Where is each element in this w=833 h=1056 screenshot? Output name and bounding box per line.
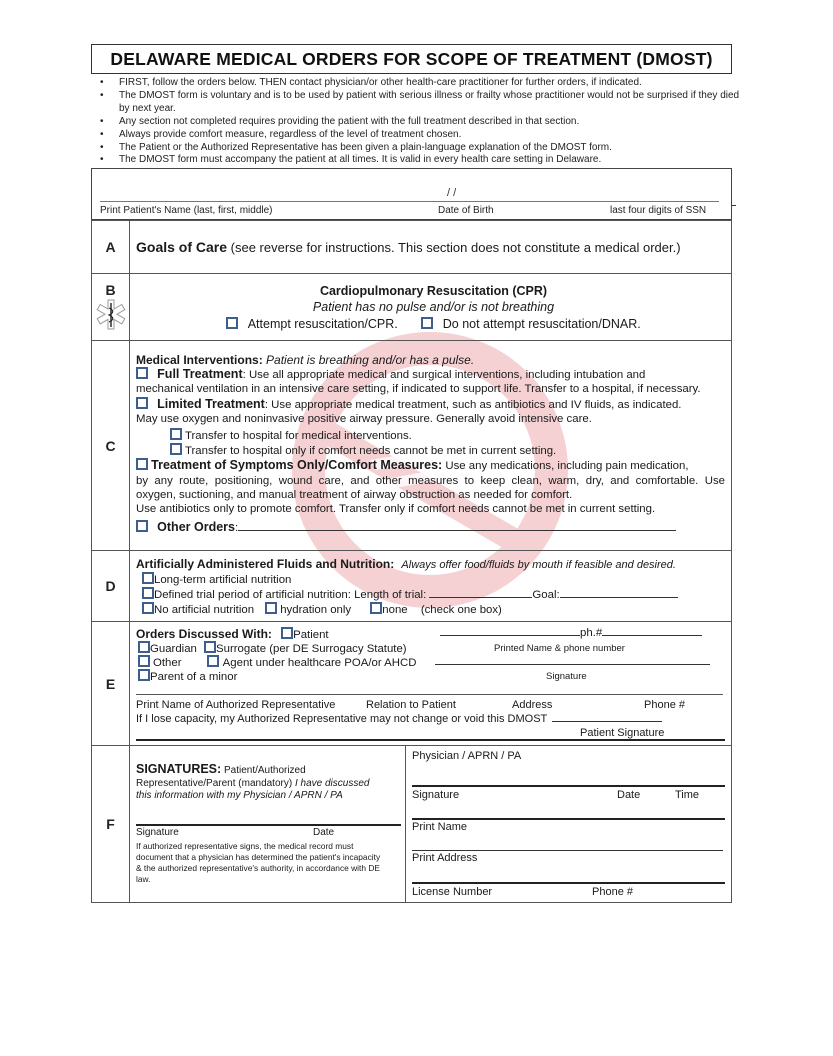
rep-name-label: Print Name of Authorized Representative [136, 699, 336, 711]
medical-interventions-subheading: Patient is breathing and/or has a pulse. [266, 353, 475, 367]
form-title: DELAWARE MEDICAL ORDERS FOR SCOPE OF TREATMENT (DMOST) [110, 48, 713, 69]
surrogate-label: Surrogate (per DE Surrogacy Statute) [216, 643, 407, 655]
hydration-only-label: hydration only [280, 604, 352, 616]
other-orders-label: Other Orders [157, 520, 235, 535]
dnar-checkbox[interactable] [421, 317, 433, 329]
check-one-note: (check one box) [420, 604, 502, 616]
cpr-subheading: Patient has no pulse and/or is not breathing [312, 300, 555, 314]
authorized-rep-note: If authorized representative signs, the medical record must document that a physician has determined the patient's incapacity & the authorized representative's authority, in accordance with DE law. [136, 841, 381, 884]
none-label: none [382, 604, 408, 616]
dob-label: Date of Birth [438, 205, 494, 216]
comfort-measures-text: Use any medications, including pain medication, [442, 460, 689, 473]
limited-treatment-label: Limited Treatment [157, 396, 265, 411]
trial-nutrition-checkbox[interactable] [142, 587, 154, 599]
medical-interventions-heading: Medical Interventions: [136, 353, 263, 367]
patient-signature-label: Patient Signature [580, 727, 665, 739]
section-letter-e: E [92, 622, 130, 745]
instruction-item: • The DMOST form must accompany the patient at all times. It is valid in every health care setting in Delaware. [100, 154, 740, 167]
limited-treatment-checkbox[interactable] [136, 397, 148, 409]
physician-label: Physician / APRN / PA [412, 750, 522, 762]
patient-info-box [91, 168, 732, 220]
print-name-line[interactable] [412, 818, 725, 820]
ssn-label: last four digits of SSN [610, 205, 707, 216]
signatures-text-3: this information with my Physician / APRN / PA [136, 790, 343, 801]
transfer-medical-checkbox[interactable] [170, 428, 182, 440]
goals-of-care-heading: Goals of Care [136, 239, 228, 255]
full-treatment-checkbox[interactable] [136, 367, 148, 379]
transfer-comfort-checkbox[interactable] [170, 443, 182, 455]
agent-checkbox[interactable] [207, 655, 219, 667]
rep-signature-label: Signature [546, 671, 587, 682]
comfort-measures-text-3: oxygen, suctioning, and manual treatment of airway obstruction as needed for comfort. [136, 488, 573, 501]
comfort-measures-text-2: by any route, positioning, wound care, and other measures to keep clean, warm, dry, and comfortable. Use [136, 474, 725, 487]
patient-sig-line[interactable] [136, 824, 401, 826]
patient-signature-field[interactable] [552, 712, 662, 722]
other-orders-colon: : [234, 522, 239, 535]
limited-treatment-text: : Use appropriate medical treatment, such as antibiotics and IV fluids, as indicated. [264, 398, 682, 411]
nutrition-subheading: Always offer food/fluids by mouth if feasible and desired. [401, 559, 676, 571]
printed-name-label: Printed Name & phone number [494, 643, 625, 654]
goal-label: Goal: [532, 589, 560, 601]
surrogate-checkbox[interactable] [204, 641, 216, 653]
section-letter-f: F [92, 746, 130, 902]
signatures-text-2-italic: I have discussed [294, 777, 370, 789]
section-letter-b: B [105, 282, 116, 298]
signatures-heading-text: Patient/Authorized [221, 765, 306, 776]
other-checkbox[interactable] [138, 655, 150, 667]
section-letter-a: A [92, 221, 130, 273]
license-label: License Number [412, 886, 493, 898]
section-b [91, 274, 732, 341]
patient-info-line[interactable] [100, 201, 719, 202]
dnar-label: Do not attempt resuscitation/DNAR. [442, 317, 641, 331]
full-treatment-label: Full Treatment [157, 367, 243, 382]
comfort-measures-checkbox[interactable] [136, 458, 148, 470]
nutrition-heading: Artificially Administered Fluids and Nutrition: [136, 557, 395, 571]
section-letter-d: D [92, 551, 130, 621]
parent-label: Parent of a minor [150, 671, 238, 683]
physician-sig-line[interactable] [412, 785, 725, 787]
parent-checkbox[interactable] [138, 669, 150, 681]
goals-of-care-note: (see reverse for instructions. This section does not constitute a medical order.) [227, 240, 681, 255]
guardian-label: Guardian [150, 643, 197, 655]
agent-label: Agent under healthcare POA/or AHCD [222, 657, 417, 669]
section-a [91, 220, 732, 274]
patient-date-label: Date [313, 827, 335, 838]
none-checkbox[interactable] [370, 602, 382, 614]
no-nutrition-label: No artificial nutrition [154, 604, 255, 616]
star-of-life-icon [94, 298, 128, 332]
instruction-item: • The DMOST form is voluntary and is to be used by patient with serious illness or frailty whose practitioner would not be surprised if they died by next year. [100, 90, 740, 116]
phone-hash-label: Phone # [644, 699, 685, 711]
edge-tick [732, 205, 736, 206]
full-treatment-text: : Use all appropriate medical and surgical interventions, including intubation and [242, 369, 646, 382]
print-name-label: Print Name [412, 821, 468, 833]
patient-name-label: Print Patient's Name (last, first, middle) [100, 205, 273, 216]
instruction-item: • FIRST, follow the orders below. THEN contact physician/or other health-care practitioner for further orders, if indicated. [100, 77, 740, 90]
long-term-nutrition-label: Long-term artificial nutrition [154, 574, 292, 586]
transfer-medical-label: Transfer to hospital for medical interventions. [184, 430, 412, 443]
section-c [91, 341, 732, 551]
section-f [91, 746, 732, 903]
long-term-nutrition-checkbox[interactable] [142, 572, 154, 584]
print-address-label: Print Address [412, 852, 478, 864]
instruction-item: • Always provide comfort measure, regardless of the level of treatment chosen. [100, 129, 740, 142]
comfort-measures-text-4: Use antibiotics only to promote comfort. Transfer only if comfort needs cannot be met in current setting. [136, 503, 656, 516]
signatures-text-2: Representative/Parent (mandatory) [136, 777, 295, 789]
dob-separator: / / [447, 187, 457, 199]
full-treatment-text-2: mechanical ventilation in an intensive care setting, if indicated to support life. Transfer to a hospital, if necessary. [136, 383, 701, 396]
patient-label: Patient [293, 629, 329, 641]
comfort-measures-label: Treatment of Symptoms Only/Comfort Measures: [151, 458, 443, 473]
section-e-divider [136, 739, 725, 741]
form-title-box [91, 44, 732, 74]
relation-label: Relation to Patient [366, 699, 456, 711]
print-address-line[interactable] [412, 850, 723, 851]
rep-signature-field[interactable] [435, 664, 710, 665]
physician-phone-label: Phone # [592, 886, 633, 898]
phone-label: ph.# [580, 627, 603, 639]
instruction-item: • The Patient or the Authorized Representative has been given a plain-language explanation of the DMOST form. [100, 142, 740, 155]
phone-field[interactable] [602, 626, 702, 636]
physician-sig-label: Signature [412, 789, 460, 801]
no-nutrition-checkbox[interactable] [142, 602, 154, 614]
patient-checkbox[interactable] [281, 627, 293, 639]
printed-name-field[interactable] [440, 626, 580, 636]
section-e [91, 622, 732, 746]
section-letter-c: C [92, 341, 130, 550]
attempt-cpr-checkbox[interactable] [226, 317, 238, 329]
orders-discussed-heading: Orders Discussed With: [136, 627, 272, 641]
other-orders-field[interactable] [238, 521, 676, 531]
transfer-comfort-label: Transfer to hospital only if comfort needs cannot be met in current setting. [184, 445, 557, 458]
rep-info-line[interactable] [136, 694, 723, 695]
instruction-list [100, 77, 740, 167]
license-line[interactable] [412, 882, 725, 884]
patient-sig-label: Signature [136, 827, 179, 838]
capacity-text: If I lose capacity, my Authorized Representative may not change or void this DMOST [136, 713, 548, 725]
trial-length-field[interactable] [429, 588, 532, 598]
section-d [91, 551, 732, 622]
limited-treatment-text-2: May use oxygen and noninvasive positive airway pressure. Generally avoid intensive care. [136, 412, 592, 425]
signatures-heading: SIGNATURES: [136, 762, 222, 776]
instruction-item: • Any section not completed requires providing the patient with the full treatment described in that section. [100, 116, 740, 129]
goal-field[interactable] [560, 588, 678, 598]
cpr-heading: Cardiopulmonary Resuscitation (CPR) [319, 284, 548, 298]
attempt-cpr-label: Attempt resuscitation/CPR. [247, 317, 398, 331]
hydration-only-checkbox[interactable] [265, 602, 277, 614]
physician-date-label: Date [617, 789, 641, 801]
trial-nutrition-label: Defined trial period of artificial nutrition: Length of trial: [154, 589, 430, 601]
guardian-checkbox[interactable] [138, 641, 150, 653]
other-label: Other [153, 657, 182, 669]
other-orders-checkbox[interactable] [136, 520, 148, 532]
physician-time-label: Time [675, 789, 700, 801]
address-label: Address [512, 699, 553, 711]
